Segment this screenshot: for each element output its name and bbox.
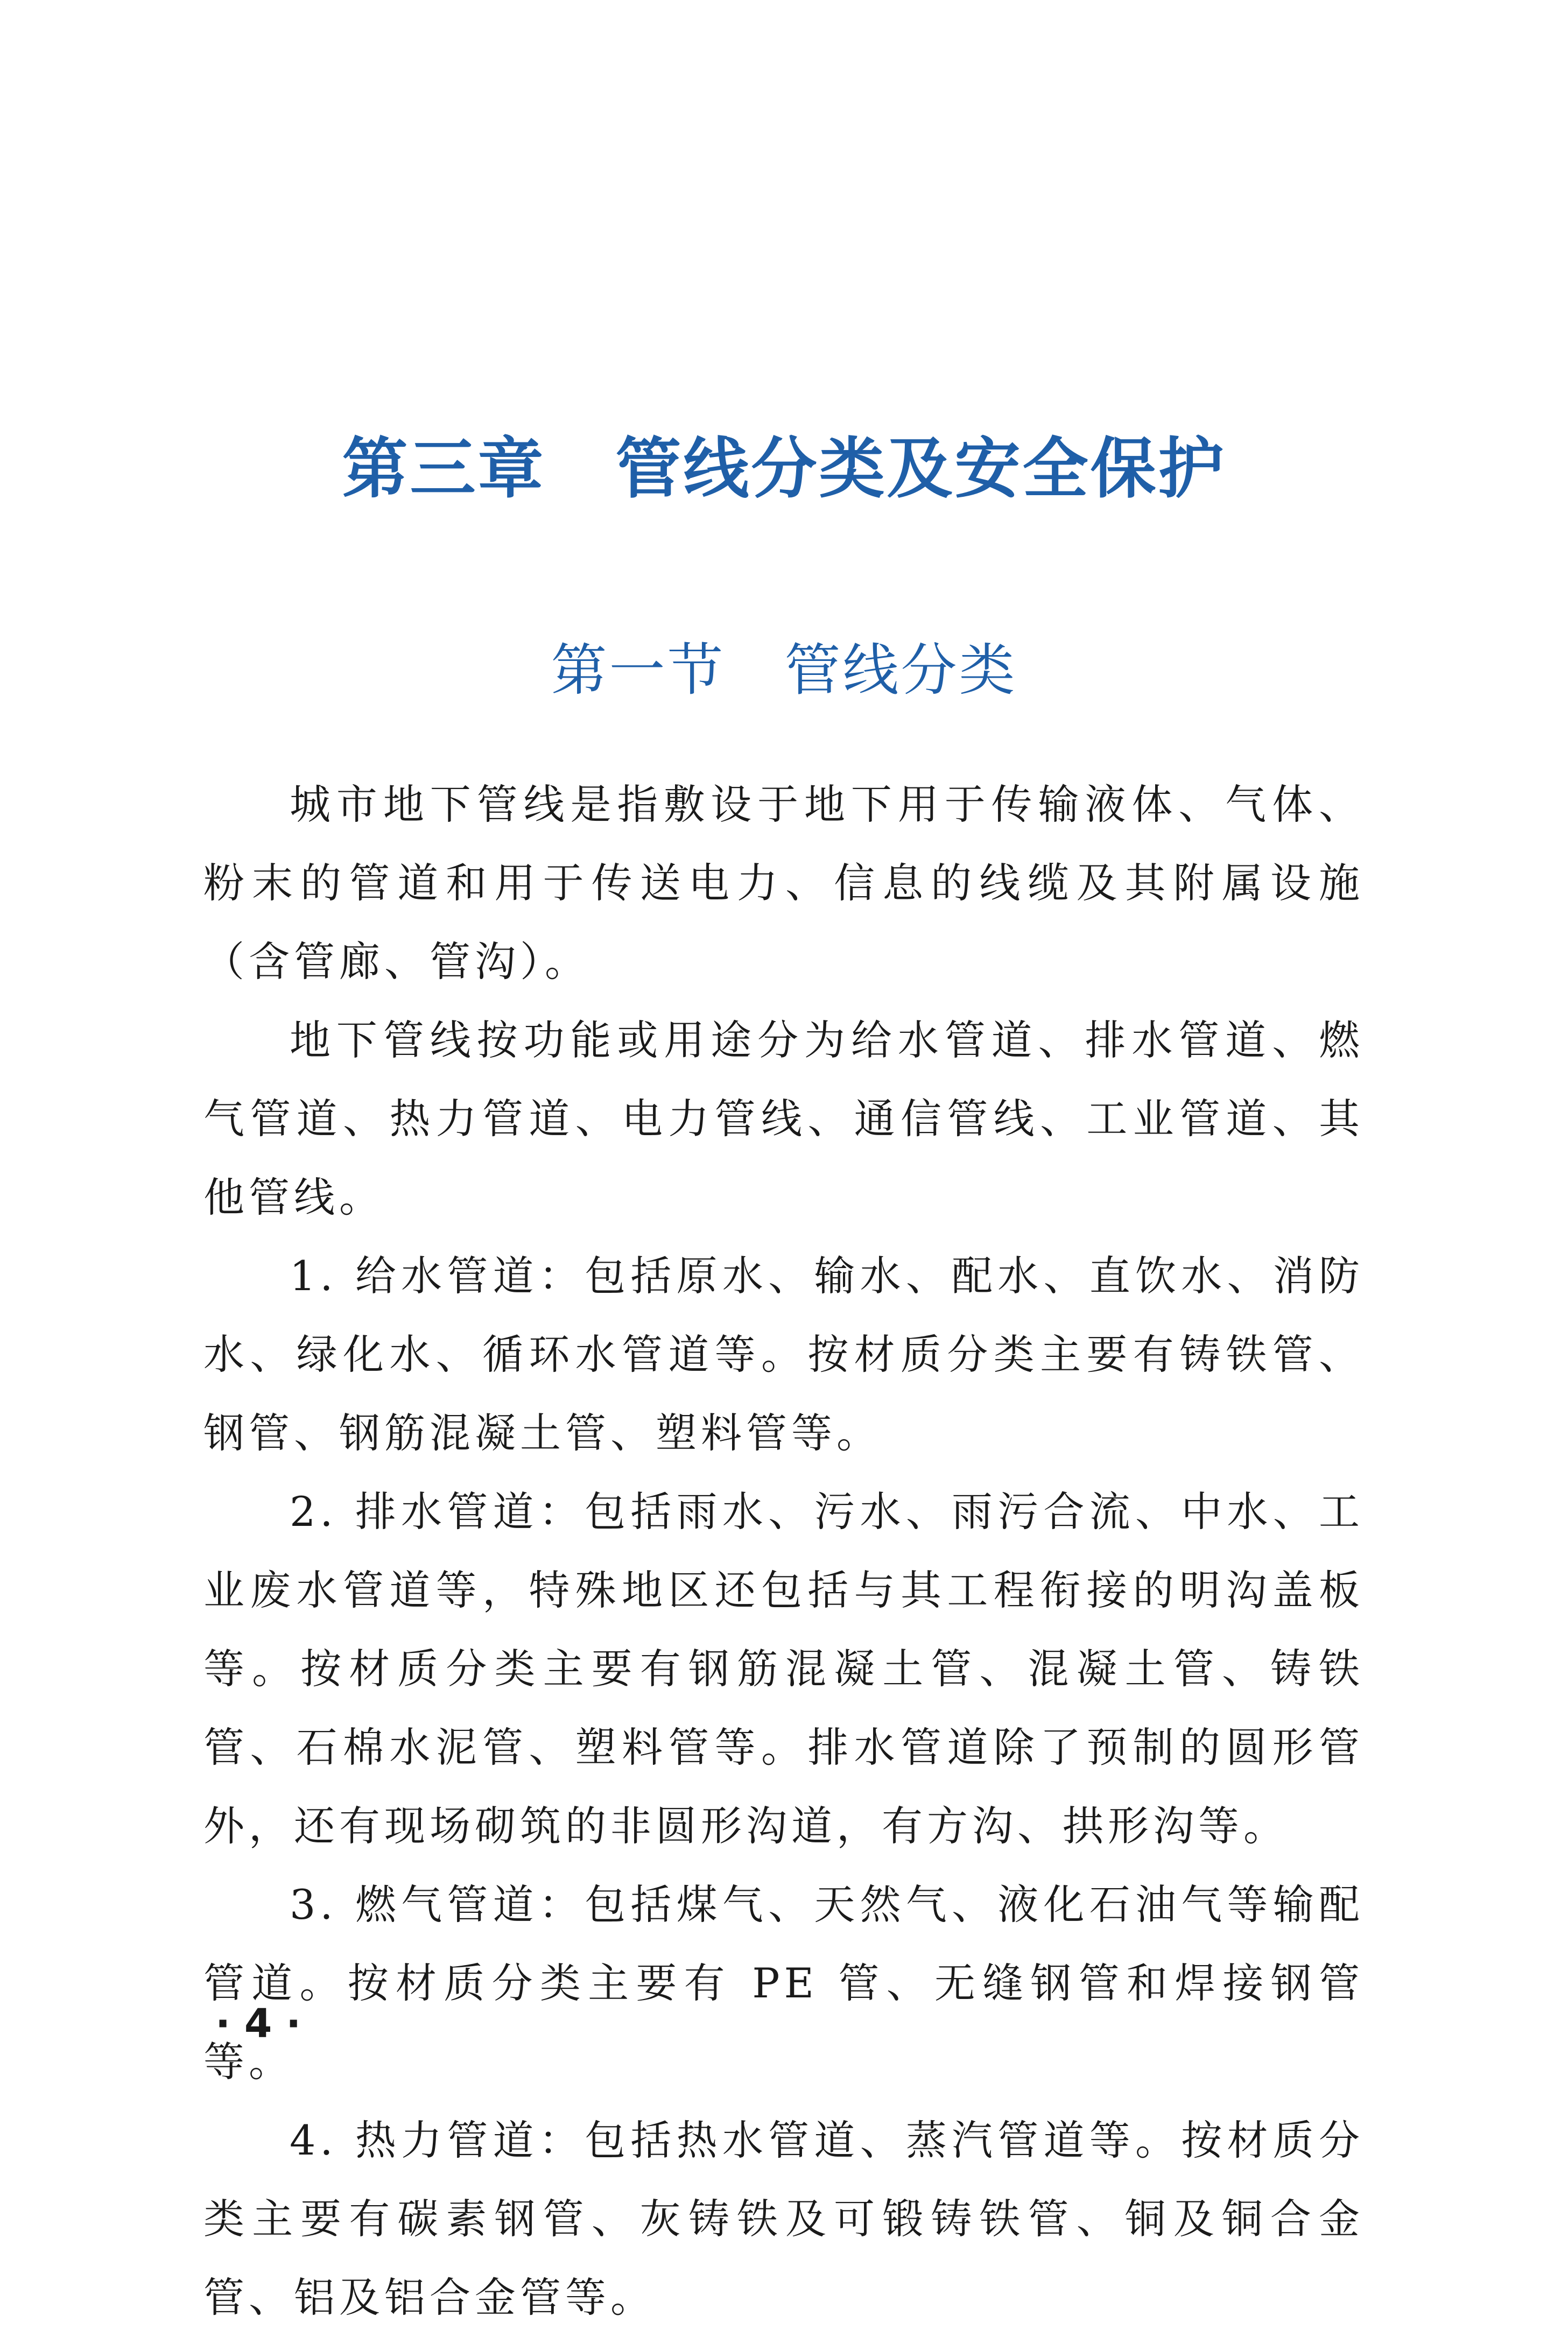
paragraph-gas: 3. 燃气管道：包括煤气、天然气、液化石油气等输配管道。按材质分类主要有 PE 管、无缝钢管和焊接钢管等。: [203, 1881, 1364, 2086]
paragraph-heating: 4. 热力管道：包括热水管道、蒸汽管道等。按材质分类主要有碳素钢管、灰铸铁及可锻铸铁管、铜及铜合金管、铝及铝合金管等。: [203, 2116, 1364, 2321]
section-number: 第一节: [551, 637, 726, 703]
body-text: [203, 765, 1364, 2337]
paragraph-definition: 城市地下管线是指敷设于地下用于传输液体、气体、粉末的管道和用于传送电力、信息的线缆及其附属设施（含管廊、管沟）。: [203, 780, 1364, 986]
paragraph-classification: 地下管线按功能或用途分为给水管道、排水管道、燃气管道、热力管道、电力管线、通信管线、工业管道、其他管线。: [203, 1016, 1364, 1221]
page-number: · 4 ·: [215, 2001, 301, 2047]
chapter-number: 第三章: [342, 430, 546, 507]
chapter-title: [0, 425, 1568, 511]
paragraph-water-supply: 1. 给水管道：包括原水、输水、配水、直饮水、消防水、绿化水、循环水管道等。按材质分类主要有铸铁管、钢管、钢筋混凝土管、塑料管等。: [203, 1252, 1364, 1457]
paragraph-drainage: 2. 排水管道：包括雨水、污水、雨污合流、中水、工业废水管道等，特殊地区还包括与其工程衔接的明沟盖板等。按材质分类主要有钢筋混凝土管、混凝土管、铸铁管、石棉水泥管、塑料管等。排水管道除了预制的圆形管外，还有现场砌筑的非圆形沟道，有方沟、拱形沟等。: [203, 1488, 1364, 1850]
section-title: [0, 632, 1568, 708]
chapter-heading: 管线分类及安全保护: [615, 430, 1226, 507]
section-heading: 管线分类: [784, 637, 1017, 703]
